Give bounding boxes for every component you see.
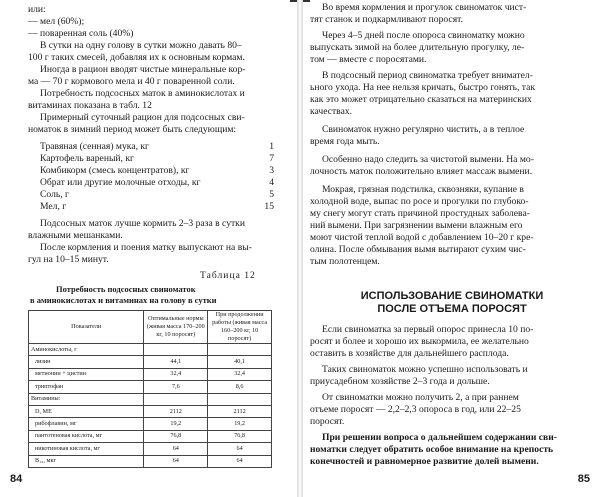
- line: ьного ухода. На нее нельзя кричать, быстро гонять, так: [310, 82, 535, 93]
- right-page: [304, 0, 600, 497]
- line: том — вместе с поросятами.: [310, 54, 427, 65]
- table-row: D, МЕ 2112 2112: [29, 405, 272, 417]
- table-header: Оптимальные нормы (живая масса 170–200 кг, 10 поросят): [144, 311, 208, 344]
- line: ма — 70 г кормового мела и 40 г поваренной соли.: [28, 76, 235, 87]
- line: 100 г таких смесей, добавляя их к основным кормам.: [28, 52, 245, 63]
- line: выпускать зимой на более длительную прогулку, ле-: [310, 42, 525, 53]
- line: ний вымени. При загрязнении вымени влажным его: [310, 220, 523, 231]
- table-row: никотиновая кислота, мг 64 64: [29, 443, 272, 455]
- ration-item: Мел, г 15: [40, 201, 274, 212]
- line: качествах.: [310, 106, 353, 117]
- line: му снегу могут стать причиной простудных заболева-: [310, 208, 530, 219]
- line: Через 4–5 дней после опороса свиноматку можно: [322, 30, 525, 41]
- line: олина. После обмывания вымя вытирают сухим чис-: [310, 244, 526, 255]
- line: влажными мешанками.: [28, 230, 123, 241]
- line: холодной воде, выпас по росе и прогулки по глубоко-: [310, 196, 529, 207]
- line: Свиноматок нужно регулярно чистить, а в теплое: [322, 124, 525, 135]
- table-caption: Таблица 12: [200, 270, 256, 281]
- line: От свиноматки можно получить 2, а при раннем: [322, 392, 519, 403]
- line: или:: [28, 4, 46, 15]
- table-row: пантотеновая кислота, мг 76,8 76,8: [29, 430, 272, 442]
- table-row: триптофан 7,6 8,6: [29, 381, 272, 393]
- line: конечностей и равномерное развитие долей вымени.: [310, 456, 539, 467]
- line: В подсосный период свиноматка требует внимател-: [322, 70, 533, 81]
- line: номатки следует обратить особое внимание на крепость: [310, 444, 554, 455]
- line: оставить в хозяйстве для дальнейшего расплода.: [310, 348, 509, 359]
- line: — мел (60%);: [28, 16, 85, 27]
- ration-item: Картофель вареный, кг 7: [40, 153, 274, 164]
- line: моют чистой теплой водой с добавлением 10–20 г кре-: [310, 232, 534, 243]
- line: Особенно надо следить за чистотой вымени. На мо-: [322, 154, 534, 165]
- table-header: При продолжении работы (живая масса 160–200 кг, 10 поросят): [208, 311, 272, 344]
- line: Примерный суточный рацион для подсосных сви-: [40, 112, 245, 123]
- line: Во время кормления и прогулок свиноматок чист-: [322, 2, 527, 13]
- left-page: [0, 0, 296, 497]
- section-heading: ИСПОЛЬЗОВАНИЕ СВИНОМАТКИ: [360, 290, 544, 302]
- line: как это может отрицательно сказаться на материнских: [310, 94, 532, 105]
- line: Если свиноматка за первый опорос принесла 10 по-: [322, 324, 534, 335]
- line: — поваренная соль (40%): [28, 28, 134, 39]
- line: росят и более и хорошо их выкормила, ее желательно: [310, 336, 529, 347]
- line: номаток в зимний период может быть следующим:: [28, 124, 237, 135]
- line: витаминах показана в табл. 12: [28, 100, 152, 111]
- page-number: 85: [577, 473, 590, 485]
- table-row: лизин 44,1 40,1: [29, 356, 272, 368]
- ration-item: Травяная (сенная) мука, кг 1: [40, 141, 274, 152]
- table-row: метионин + цистин 32,4 32,4: [29, 368, 272, 380]
- ration-item: Соль, г 5: [40, 189, 274, 200]
- requirements-table: [28, 310, 272, 468]
- line: В сутки на одну голову в сутки можно давать 80–: [40, 40, 242, 51]
- section-heading: ПОСЛЕ ОТЪЕМА ПОРОСЯТ: [377, 303, 527, 315]
- line: гул на 10–15 минут.: [28, 254, 109, 265]
- line: приусадебном хозяйстве 2–3 года и дольше.: [310, 376, 490, 387]
- line: После кормления и поения матку выпускают на вы-: [40, 242, 252, 253]
- line: лочность маток положительно влияет массаж вымени.: [310, 166, 533, 177]
- table-title: в аминокислотах и витаминах на голову в сутки: [30, 295, 217, 305]
- line: тят станок и подкармливают поросят.: [310, 14, 463, 25]
- book-gutter: [297, 0, 303, 497]
- line: Таких свиноматок можно успешно использовать и: [322, 364, 528, 375]
- table-row: рибофлавин, мг 19,2 19,2: [29, 418, 272, 430]
- line: При решении вопроса о дальнейшем содержании сви-: [322, 432, 557, 443]
- page-number: 84: [10, 473, 23, 485]
- line: поросят.: [310, 416, 345, 427]
- ration-item: Обрат или другие молочные отходы, кг 4: [40, 177, 274, 188]
- table-row: B₁₂, мкг 64 64: [29, 455, 272, 467]
- ration-item: Комбикорм (смесь концентратов), кг 3: [40, 165, 274, 176]
- table-title: Потребность подсосных свиноматок: [56, 284, 196, 294]
- line: отъеме поросят — 2,2–2,3 опороса в год, или 22–25: [310, 404, 521, 415]
- line: Потребность подсосных маток в аминокислотах и: [40, 88, 245, 99]
- line: Подсосных маток лучше кормить 2–3 раза в сутки: [40, 218, 245, 229]
- line: тым полотенцем.: [310, 256, 380, 267]
- line: Мокрая, грязная подстилка, сквозняки, купание в: [322, 184, 524, 195]
- line: время года мыть.: [310, 136, 380, 147]
- table-row: Аминокислоты, г: [29, 344, 272, 356]
- line: Иногда в рацион вводят чистые минеральные кор-: [40, 64, 246, 75]
- table-header: Показатели: [29, 311, 144, 344]
- table-row: Витамины:: [29, 393, 272, 405]
